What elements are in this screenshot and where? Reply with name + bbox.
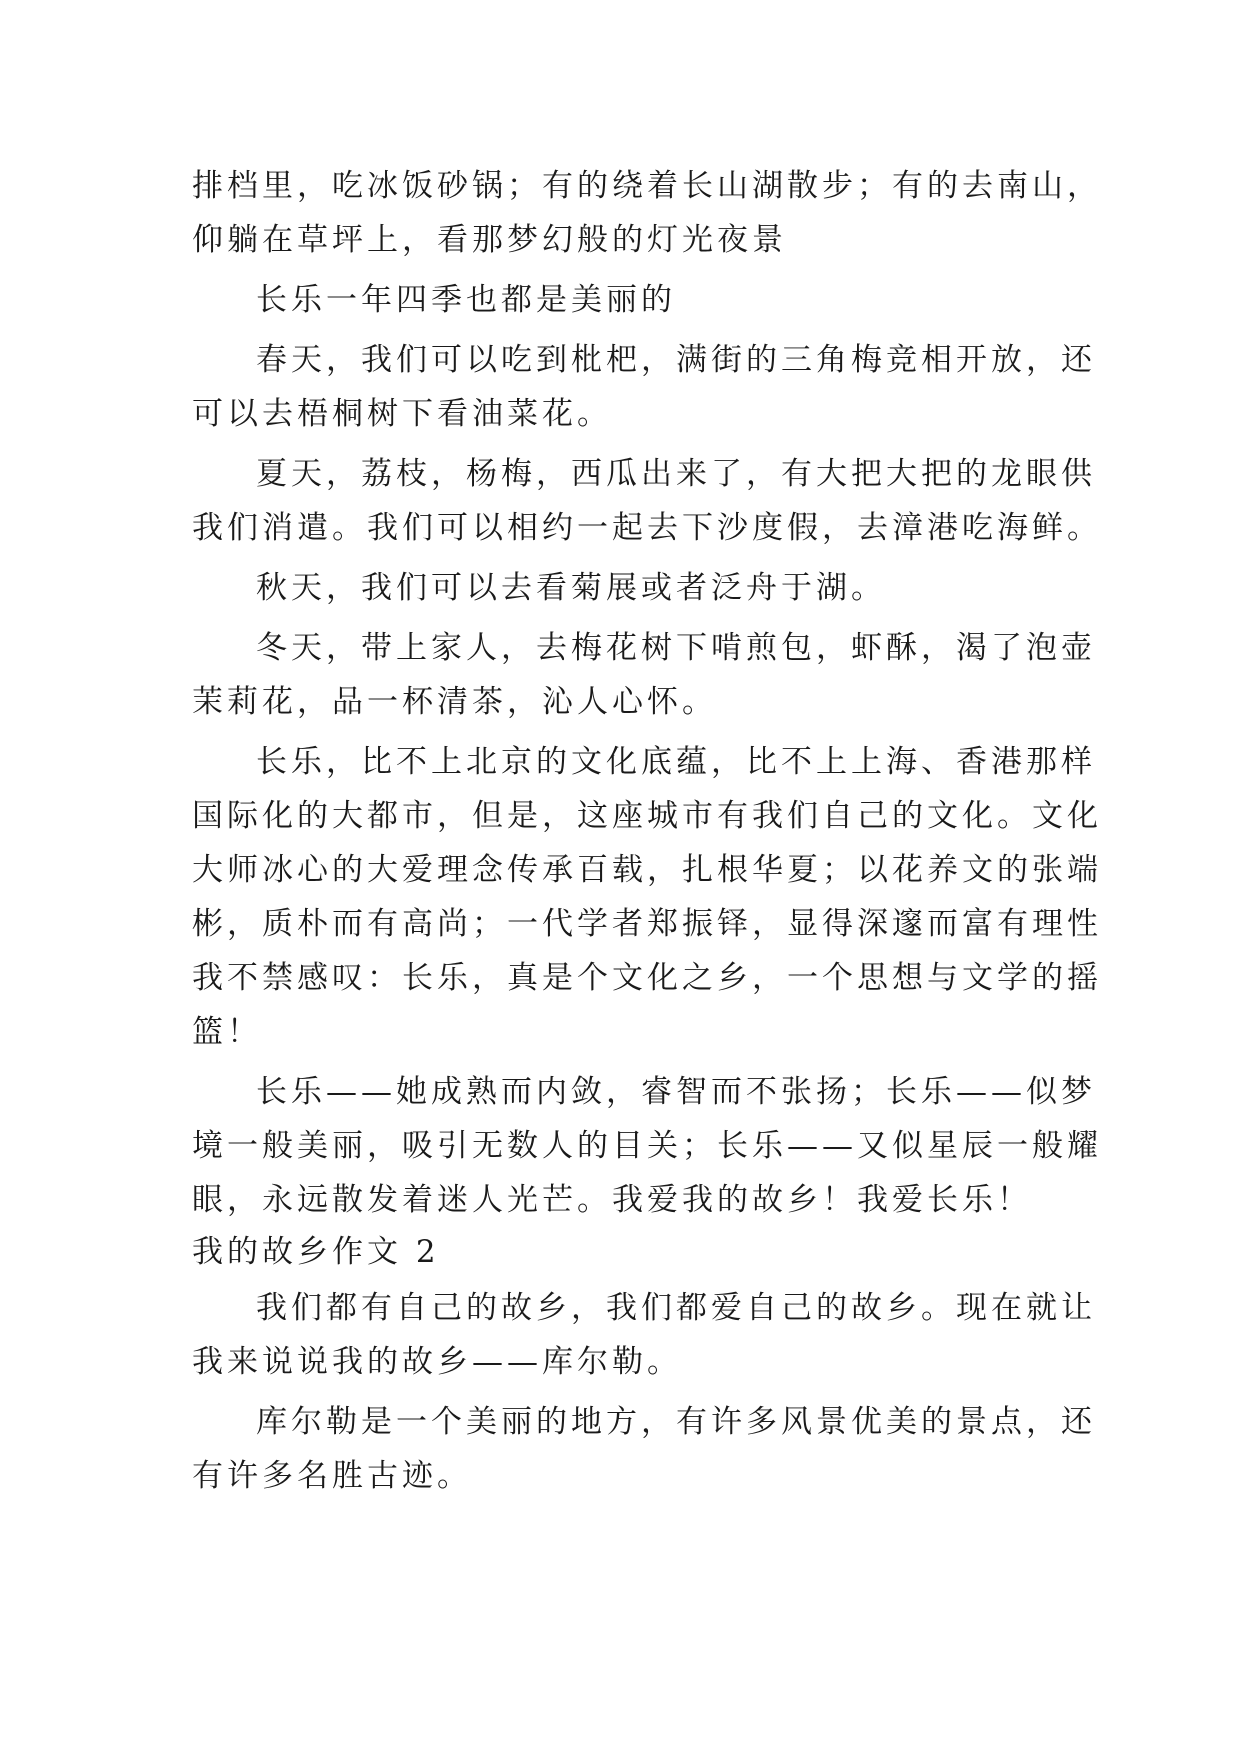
text-line: 长乐——她成熟而内敛，睿智而不张扬；长乐——似梦 bbox=[256, 1074, 1096, 1110]
text-line: 夏天，荔枝，杨梅，西瓜出来了，有大把大把的龙眼供 bbox=[256, 456, 1096, 492]
text-line: 仰躺在草坪上，看那梦幻般的灯光夜景 bbox=[192, 222, 787, 258]
text-line: 大师冰心的大爱理念传承百载，扎根华夏；以花养文的张端 bbox=[192, 852, 1102, 888]
text-line: 篮！ bbox=[192, 1014, 262, 1050]
text-line: 我们消遣。我们可以相约一起去下沙度假，去漳港吃海鲜。 bbox=[192, 510, 1102, 546]
text-line: 国际化的大都市，但是，这座城市有我们自己的文化。文化 bbox=[192, 798, 1102, 834]
text-line: 彬，质朴而有高尚；一代学者郑振铎，显得深邃而富有理性 bbox=[192, 906, 1102, 942]
text-line: 排档里，吃冰饭砂锅；有的绕着长山湖散步；有的去南山， bbox=[192, 168, 1102, 204]
text-line: 秋天，我们可以去看菊展或者泛舟于湖。 bbox=[256, 570, 886, 606]
text-line: 长乐，比不上北京的文化底蕴，比不上上海、香港那样 bbox=[256, 744, 1096, 780]
text-line: 冬天，带上家人，去梅花树下啃煎包，虾酥，渴了泡壶 bbox=[256, 630, 1096, 666]
text-line: 我不禁感叹：长乐，真是个文化之乡，一个思想与文学的摇 bbox=[192, 960, 1102, 996]
text-line: 境一般美丽，吸引无数人的目关；长乐——又似星辰一般耀 bbox=[192, 1128, 1102, 1164]
text-line: 茉莉花，品一杯清茶，沁人心怀。 bbox=[192, 684, 717, 720]
text-line: 眼，永远散发着迷人光芒。我爱我的故乡！我爱长乐！ bbox=[192, 1182, 1032, 1218]
text-line: 可以去梧桐树下看油菜花。 bbox=[192, 396, 612, 432]
text-line: 我们都有自己的故乡，我们都爱自己的故乡。现在就让 bbox=[256, 1290, 1096, 1326]
text-line: 长乐一年四季也都是美丽的 bbox=[256, 282, 676, 318]
text-line: 春天，我们可以吃到枇杷，满街的三角梅竞相开放，还 bbox=[256, 342, 1096, 378]
text-line: 我来说说我的故乡——库尔勒。 bbox=[192, 1344, 682, 1380]
text-line: 有许多名胜古迹。 bbox=[192, 1458, 472, 1494]
section-heading: 我的故乡作文 2 bbox=[192, 1234, 440, 1270]
text-line: 库尔勒是一个美丽的地方，有许多风景优美的景点，还 bbox=[256, 1404, 1096, 1440]
